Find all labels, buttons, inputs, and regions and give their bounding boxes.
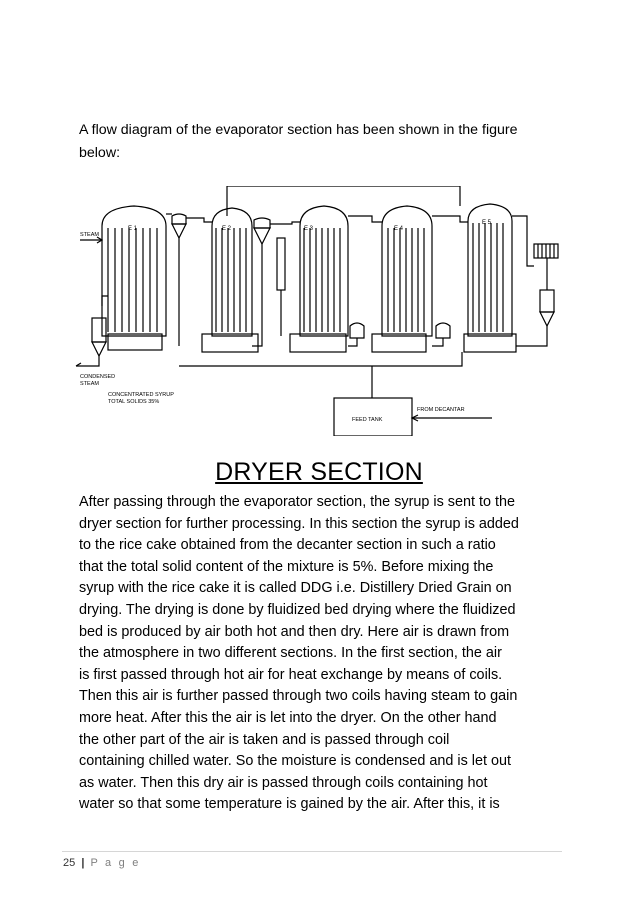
label-total-solids: TOTAL SOLIDS 35% xyxy=(108,399,160,405)
intro-paragraph: A flow diagram of the evaporator section has been shown in the figure below: xyxy=(79,122,518,161)
paragraph-line: syrup with the rice cake it is called DDG i.e. Distillery Dried Grain on xyxy=(79,580,512,597)
label-e3: E 3 xyxy=(304,226,314,232)
separator-2 xyxy=(254,218,270,316)
evaporator-e3 xyxy=(290,206,348,352)
paragraph-line: the other part of the air is taken and is passed through coil xyxy=(79,731,450,748)
paragraph-line: bed is produced by air both hot and then dry. Here air is drawn from xyxy=(79,623,510,640)
page-footer xyxy=(63,857,141,869)
label-concentrated-syrup: CONCENTRATED SYRUP xyxy=(108,392,174,398)
label-e5: E 5 xyxy=(482,220,492,226)
paragraph-line: drying. The drying is done by fluidized bed drying where the fluidized xyxy=(79,601,516,618)
dryer-section-paragraph xyxy=(79,492,569,816)
paragraph-line: Then this air is further passed through two coils having steam to gain xyxy=(79,688,518,705)
paragraph-line: to the rice cake obtained from the decanter section in such a ratio xyxy=(79,537,496,554)
label-feed-tank: FEED TANK xyxy=(352,417,383,423)
condensate-pot-1 xyxy=(350,323,364,338)
evaporator-e5 xyxy=(464,204,516,352)
paragraph-line: the atmosphere in two different sections. In the first section, the air xyxy=(79,645,502,662)
footer-divider xyxy=(62,851,562,852)
paragraph-line: water so that some temperature is gained by the air. After this, it is xyxy=(79,796,500,813)
separator-1 xyxy=(172,214,186,346)
rotameter xyxy=(277,238,285,290)
flash-tank xyxy=(92,318,106,356)
cyclone xyxy=(540,290,554,326)
paragraph-line: After passing through the evaporator section, the syrup is sent to the xyxy=(79,494,515,510)
label-steam-2: STEAM xyxy=(80,381,99,387)
label-e2: E 2 xyxy=(222,226,232,232)
label-condensed: CONDENSED xyxy=(80,374,116,380)
condensate-pot-2 xyxy=(436,323,450,338)
page-number: 25 xyxy=(63,857,76,869)
paragraph-line: dryer section for further processing. In this section the syrup is added xyxy=(79,515,519,532)
label-e1: E 1 xyxy=(128,226,138,232)
paragraph-line: as water. Then this dry air is passed through coils containing hot xyxy=(79,774,488,791)
page-word: P a g e xyxy=(90,857,141,869)
footer-separator: | xyxy=(81,857,85,869)
label-from-decantar: FROM DECANTAR xyxy=(417,407,465,413)
paragraph-line: that the total solid content of the mixture is 5%. Before mixing the xyxy=(79,558,494,575)
section-heading: DRYER SECTION xyxy=(215,458,423,486)
paragraph-line: is first passed through hot air for heat exchange by means of coils. xyxy=(79,666,503,683)
paragraph-line: containing chilled water. So the moisture is condensed and is let out xyxy=(79,753,511,770)
label-e4: E 4 xyxy=(394,226,404,232)
label-steam: STEAM xyxy=(80,232,99,238)
evaporator-flow-diagram xyxy=(72,186,572,436)
paragraph-line: more heat. After this the air is let into the dryer. On the other hand xyxy=(79,709,497,726)
